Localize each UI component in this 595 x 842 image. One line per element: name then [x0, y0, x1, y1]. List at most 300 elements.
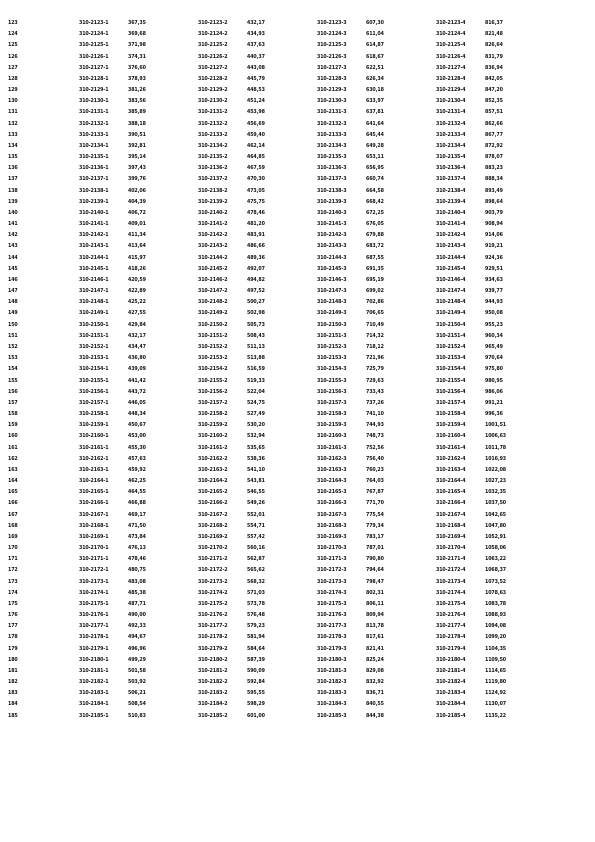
- table-row: [8, 253, 525, 264]
- table-row: [8, 420, 525, 431]
- price-1: 459,92: [128, 466, 146, 473]
- article-code-4: 310-2140-4: [436, 209, 466, 216]
- price-2: 513,88: [247, 355, 265, 362]
- price-1: 411,34: [128, 232, 146, 239]
- price-2: 489,36: [247, 254, 265, 261]
- table-row: [8, 521, 525, 532]
- article-code-1: 310-2178-1: [79, 634, 109, 641]
- price-3: 825,24: [366, 656, 384, 663]
- price-4: 872,92: [485, 142, 503, 149]
- row-number: 131: [8, 109, 18, 116]
- article-code-2: 310-2149-2: [198, 310, 228, 317]
- table-row: [8, 85, 525, 96]
- article-code-2: 310-2128-2: [198, 75, 228, 82]
- article-code-1: 310-2145-1: [79, 265, 109, 272]
- price-4: 975,80: [485, 366, 503, 373]
- price-2: 516,59: [247, 366, 265, 373]
- price-1: 415,97: [128, 254, 146, 261]
- article-code-3: 310-2172-3: [317, 567, 347, 574]
- price-3: 683,72: [366, 243, 384, 250]
- article-code-3: 310-2143-3: [317, 243, 347, 250]
- article-code-3: 310-2171-3: [317, 556, 347, 563]
- article-code-3: 310-2147-3: [317, 288, 347, 295]
- price-3: 840,55: [366, 701, 384, 708]
- price-4: 903,79: [485, 209, 503, 216]
- price-4: 893,49: [485, 187, 503, 194]
- article-code-2: 310-2152-2: [198, 343, 228, 350]
- price-1: 434,47: [128, 343, 146, 350]
- article-code-1: 310-2130-1: [79, 98, 109, 105]
- article-code-1: 310-2152-1: [79, 343, 109, 350]
- article-code-2: 310-2158-2: [198, 411, 228, 418]
- price-2: 565,62: [247, 567, 265, 574]
- price-2: 535,65: [247, 444, 265, 451]
- price-3: 676,05: [366, 221, 384, 228]
- price-1: 462,25: [128, 478, 146, 485]
- price-4: 944,93: [485, 299, 503, 306]
- price-2: 492,07: [247, 265, 265, 272]
- article-code-1: 310-2171-1: [79, 556, 109, 563]
- price-3: 767,87: [366, 489, 384, 496]
- row-number: 148: [8, 299, 18, 306]
- price-2: 541,10: [247, 466, 265, 473]
- article-code-3: 310-2123-3: [317, 20, 347, 26]
- price-3: 626,34: [366, 75, 384, 82]
- article-code-1: 310-2183-1: [79, 690, 109, 697]
- article-code-1: 310-2164-1: [79, 478, 109, 485]
- table-row: [8, 186, 525, 197]
- price-4: 955,23: [485, 321, 503, 328]
- table-row: [8, 621, 525, 632]
- article-code-3: 310-2179-3: [317, 645, 347, 652]
- article-code-2: 310-2184-2: [198, 701, 228, 708]
- price-2: 432,17: [247, 20, 265, 26]
- article-code-4: 310-2143-4: [436, 243, 466, 250]
- price-3: 630,18: [366, 87, 384, 94]
- article-code-3: 310-2132-3: [317, 120, 347, 127]
- price-2: 595,55: [247, 690, 265, 697]
- price-4: 1109,50: [485, 656, 507, 663]
- table-row: [8, 465, 525, 476]
- article-code-2: 310-2171-2: [198, 556, 228, 563]
- article-code-1: 310-2175-1: [79, 600, 109, 607]
- article-code-2: 310-2142-2: [198, 232, 228, 239]
- article-code-2: 310-2134-2: [198, 142, 228, 149]
- article-code-3: 310-2146-3: [317, 276, 347, 283]
- price-3: 695,19: [366, 276, 384, 283]
- article-code-1: 310-2147-1: [79, 288, 109, 295]
- article-code-2: 310-2145-2: [198, 265, 228, 272]
- table-row: [8, 666, 525, 677]
- table-row: [8, 454, 525, 465]
- price-3: 687,55: [366, 254, 384, 261]
- article-code-1: 310-2172-1: [79, 567, 109, 574]
- table-row: [8, 510, 525, 521]
- article-code-4: 310-2179-4: [436, 645, 466, 652]
- article-code-2: 310-2178-2: [198, 634, 228, 641]
- article-code-4: 310-2153-4: [436, 355, 466, 362]
- article-code-2: 310-2179-2: [198, 645, 228, 652]
- article-code-4: 310-2141-4: [436, 221, 466, 228]
- price-4: 939,77: [485, 288, 503, 295]
- article-code-3: 310-2155-3: [317, 377, 347, 384]
- price-4: 1016,93: [485, 455, 507, 462]
- price-2: 587,39: [247, 656, 265, 663]
- article-code-4: 310-2181-4: [436, 667, 466, 674]
- table-row: [8, 498, 525, 509]
- article-code-2: 310-2139-2: [198, 198, 228, 205]
- price-2: 579,23: [247, 623, 265, 630]
- price-4: 1083,78: [485, 600, 507, 607]
- row-number: 175: [8, 600, 18, 607]
- article-code-3: 310-2131-3: [317, 109, 347, 116]
- article-code-1: 310-2180-1: [79, 656, 109, 663]
- price-2: 557,42: [247, 533, 265, 540]
- article-code-3: 310-2180-3: [317, 656, 347, 663]
- price-1: 376,60: [128, 64, 146, 71]
- article-code-1: 310-2160-1: [79, 433, 109, 440]
- price-3: 718,12: [366, 343, 384, 350]
- price-1: 450,67: [128, 422, 146, 429]
- price-table: [8, 18, 525, 722]
- table-row: [8, 286, 525, 297]
- price-2: 451,24: [247, 98, 265, 105]
- article-code-4: 310-2126-4: [436, 53, 466, 60]
- table-row: [8, 219, 525, 230]
- price-3: 817,61: [366, 634, 384, 641]
- price-2: 573,78: [247, 600, 265, 607]
- article-code-3: 310-2152-3: [317, 343, 347, 350]
- article-code-4: 310-2130-4: [436, 98, 466, 105]
- article-code-1: 310-2154-1: [79, 366, 109, 373]
- article-code-3: 310-2134-3: [317, 142, 347, 149]
- price-3: 699,02: [366, 288, 384, 295]
- article-code-2: 310-2131-2: [198, 109, 228, 116]
- price-3: 794,64: [366, 567, 384, 574]
- article-code-1: 310-2177-1: [79, 623, 109, 630]
- table-row: [8, 331, 525, 342]
- price-1: 392,81: [128, 142, 146, 149]
- article-code-2: 310-2163-2: [198, 466, 228, 473]
- price-1: 369,68: [128, 31, 146, 38]
- price-1: 455,30: [128, 444, 146, 451]
- article-code-1: 310-2137-1: [79, 176, 109, 183]
- article-code-4: 310-2150-4: [436, 321, 466, 328]
- table-row: [8, 487, 525, 498]
- article-code-2: 310-2136-2: [198, 165, 228, 172]
- price-1: 371,98: [128, 42, 146, 49]
- article-code-3: 310-2124-3: [317, 31, 347, 38]
- row-number: 152: [8, 343, 18, 350]
- article-code-4: 310-2142-4: [436, 232, 466, 239]
- price-1: 432,17: [128, 332, 146, 339]
- price-3: 633,97: [366, 98, 384, 105]
- price-4: 1032,35: [485, 489, 507, 496]
- article-code-4: 310-2146-4: [436, 276, 466, 283]
- price-2: 524,75: [247, 399, 265, 406]
- article-code-3: 310-2141-3: [317, 221, 347, 228]
- article-code-4: 310-2127-4: [436, 64, 466, 71]
- table-row: [8, 208, 525, 219]
- article-code-1: 310-2155-1: [79, 377, 109, 384]
- article-code-3: 310-2129-3: [317, 87, 347, 94]
- price-1: 409,01: [128, 221, 146, 228]
- price-2: 522,04: [247, 388, 265, 395]
- price-4: 852,35: [485, 98, 503, 105]
- row-number: 143: [8, 243, 18, 250]
- table-row: [8, 174, 525, 185]
- price-3: 756,40: [366, 455, 384, 462]
- row-number: 140: [8, 209, 18, 216]
- table-row: [8, 197, 525, 208]
- article-code-4: 310-2129-4: [436, 87, 466, 94]
- article-code-1: 310-2179-1: [79, 645, 109, 652]
- price-2: 546,55: [247, 489, 265, 496]
- table-row: [8, 63, 525, 74]
- table-row: [8, 141, 525, 152]
- article-code-1: 310-2123-1: [79, 20, 109, 26]
- article-code-4: 310-2184-4: [436, 701, 466, 708]
- article-code-4: 310-2134-4: [436, 142, 466, 149]
- price-1: 378,93: [128, 75, 146, 82]
- price-3: 721,96: [366, 355, 384, 362]
- article-code-1: 310-2128-1: [79, 75, 109, 82]
- article-code-4: 310-2135-4: [436, 154, 466, 161]
- article-code-3: 310-2144-3: [317, 254, 347, 261]
- row-number: 155: [8, 377, 18, 384]
- price-2: 494,82: [247, 276, 265, 283]
- article-code-3: 310-2162-3: [317, 455, 347, 462]
- article-code-3: 310-2181-3: [317, 667, 347, 674]
- table-row: [8, 376, 525, 387]
- row-number: 128: [8, 75, 18, 82]
- price-4: 1011,78: [485, 444, 507, 451]
- article-code-2: 310-2175-2: [198, 600, 228, 607]
- price-1: 492,33: [128, 623, 146, 630]
- article-code-2: 310-2140-2: [198, 209, 228, 216]
- price-2: 592,84: [247, 679, 265, 686]
- article-code-4: 310-2174-4: [436, 589, 466, 596]
- price-2: 552,01: [247, 511, 265, 518]
- price-4: 1063,22: [485, 556, 507, 563]
- price-1: 388,18: [128, 120, 146, 127]
- table-row: [8, 308, 525, 319]
- article-code-2: 310-2125-2: [198, 42, 228, 49]
- price-2: 437,63: [247, 42, 265, 49]
- article-code-3: 310-2128-3: [317, 75, 347, 82]
- article-code-1: 310-2151-1: [79, 332, 109, 339]
- price-3: 764,03: [366, 478, 384, 485]
- article-code-2: 310-2168-2: [198, 522, 228, 529]
- article-code-4: 310-2124-4: [436, 31, 466, 38]
- price-4: 826,64: [485, 42, 503, 49]
- article-code-4: 310-2131-4: [436, 109, 466, 116]
- row-number: 137: [8, 176, 18, 183]
- article-code-2: 310-2161-2: [198, 444, 228, 451]
- article-code-1: 310-2148-1: [79, 299, 109, 306]
- row-number: 173: [8, 578, 18, 585]
- article-code-4: 310-2151-4: [436, 332, 466, 339]
- article-code-3: 310-2166-3: [317, 500, 347, 507]
- article-code-1: 310-2125-1: [79, 42, 109, 49]
- price-2: 462,14: [247, 142, 265, 149]
- table-row: [8, 532, 525, 543]
- price-4: 1001,51: [485, 422, 507, 429]
- table-row: [8, 40, 525, 51]
- table-row: [8, 688, 525, 699]
- row-number: 139: [8, 198, 18, 205]
- price-4: 914,06: [485, 232, 503, 239]
- article-code-3: 310-2142-3: [317, 232, 347, 239]
- row-number: 153: [8, 355, 18, 362]
- price-3: 614,87: [366, 42, 384, 49]
- price-4: 1037,50: [485, 500, 507, 507]
- table-row: [8, 74, 525, 85]
- article-code-1: 310-2127-1: [79, 64, 109, 71]
- price-1: 420,59: [128, 276, 146, 283]
- table-row: [8, 297, 525, 308]
- article-code-1: 310-2185-1: [79, 712, 109, 719]
- price-1: 402,06: [128, 187, 146, 194]
- article-code-3: 310-2163-3: [317, 466, 347, 473]
- price-2: 562,87: [247, 556, 265, 563]
- article-code-4: 310-2169-4: [436, 533, 466, 540]
- price-4: 908,94: [485, 221, 503, 228]
- price-1: 480,75: [128, 567, 146, 574]
- price-2: 497,52: [247, 288, 265, 295]
- article-code-1: 310-2174-1: [79, 589, 109, 596]
- price-2: 440,37: [247, 53, 265, 60]
- price-4: 1088,93: [485, 612, 507, 619]
- row-number: 129: [8, 87, 18, 94]
- article-code-2: 310-2153-2: [198, 355, 228, 362]
- article-code-2: 310-2174-2: [198, 589, 228, 596]
- table-row: [8, 699, 525, 710]
- price-1: 443,72: [128, 388, 146, 395]
- price-1: 422,89: [128, 288, 146, 295]
- row-number: 166: [8, 500, 18, 507]
- table-row: [8, 107, 525, 118]
- price-3: 618,67: [366, 53, 384, 60]
- row-number: 165: [8, 489, 18, 496]
- row-number: 142: [8, 232, 18, 239]
- table-row: [8, 644, 525, 655]
- table-row: [8, 577, 525, 588]
- article-code-4: 310-2182-4: [436, 679, 466, 686]
- price-4: 847,20: [485, 87, 503, 94]
- price-1: 466,88: [128, 500, 146, 507]
- price-1: 367,35: [128, 20, 146, 26]
- article-code-3: 310-2137-3: [317, 176, 347, 183]
- article-code-4: 310-2138-4: [436, 187, 466, 194]
- row-number: 133: [8, 131, 18, 138]
- article-code-4: 310-2137-4: [436, 176, 466, 183]
- row-number: 182: [8, 679, 18, 686]
- table-row: [8, 599, 525, 610]
- price-2: 519,33: [247, 377, 265, 384]
- price-1: 436,80: [128, 355, 146, 362]
- price-4: 970,64: [485, 355, 503, 362]
- article-code-2: 310-2167-2: [198, 511, 228, 518]
- article-code-3: 310-2149-3: [317, 310, 347, 317]
- table-row: [8, 230, 525, 241]
- price-3: 622,51: [366, 64, 384, 71]
- article-code-2: 310-2180-2: [198, 656, 228, 663]
- price-2: 560,16: [247, 545, 265, 552]
- table-row: [8, 353, 525, 364]
- price-3: 806,11: [366, 600, 384, 607]
- article-code-3: 310-2183-3: [317, 690, 347, 697]
- article-code-4: 310-2170-4: [436, 545, 466, 552]
- price-4: 1047,80: [485, 522, 507, 529]
- article-code-1: 310-2124-1: [79, 31, 109, 38]
- price-3: 691,35: [366, 265, 384, 272]
- article-code-1: 310-2149-1: [79, 310, 109, 317]
- price-1: 404,39: [128, 198, 146, 205]
- article-code-4: 310-2148-4: [436, 299, 466, 306]
- article-code-1: 310-2143-1: [79, 243, 109, 250]
- price-4: 924,36: [485, 254, 503, 261]
- price-2: 475,75: [247, 198, 265, 205]
- price-1: 490,00: [128, 612, 146, 619]
- row-number: 160: [8, 433, 18, 440]
- article-code-1: 310-2170-1: [79, 545, 109, 552]
- article-code-4: 310-2177-4: [436, 623, 466, 630]
- price-3: 741,10: [366, 411, 384, 418]
- article-code-4: 310-2152-4: [436, 343, 466, 350]
- article-code-4: 310-2185-4: [436, 712, 466, 719]
- row-number: 169: [8, 533, 18, 540]
- table-row: [8, 476, 525, 487]
- article-code-1: 310-2150-1: [79, 321, 109, 328]
- article-code-1: 310-2133-1: [79, 131, 109, 138]
- price-2: 445,79: [247, 75, 265, 82]
- price-1: 469,17: [128, 511, 146, 518]
- row-number: 168: [8, 522, 18, 529]
- article-code-1: 310-2136-1: [79, 165, 109, 172]
- row-number: 157: [8, 399, 18, 406]
- article-code-1: 310-2159-1: [79, 422, 109, 429]
- price-4: 965,49: [485, 343, 503, 350]
- price-3: 714,32: [366, 332, 384, 339]
- article-code-2: 310-2147-2: [198, 288, 228, 295]
- price-3: 829,08: [366, 667, 384, 674]
- price-2: 464,85: [247, 154, 265, 161]
- price-4: 919,21: [485, 243, 503, 250]
- price-2: 478,46: [247, 209, 265, 216]
- article-code-4: 310-2158-4: [436, 411, 466, 418]
- article-code-4: 310-2133-4: [436, 131, 466, 138]
- article-code-4: 310-2183-4: [436, 690, 466, 697]
- table-row: [8, 409, 525, 420]
- article-code-4: 310-2175-4: [436, 600, 466, 607]
- price-1: 471,50: [128, 522, 146, 529]
- price-4: 1078,63: [485, 589, 507, 596]
- article-code-1: 310-2146-1: [79, 276, 109, 283]
- article-code-1: 310-2144-1: [79, 254, 109, 261]
- price-4: 1052,91: [485, 533, 507, 540]
- price-3: 702,86: [366, 299, 384, 306]
- row-number: 179: [8, 645, 18, 652]
- price-3: 664,58: [366, 187, 384, 194]
- row-number: 138: [8, 187, 18, 194]
- row-number: 174: [8, 589, 18, 596]
- price-1: 485,38: [128, 589, 146, 596]
- price-1: 446,05: [128, 399, 146, 406]
- article-code-2: 310-2143-2: [198, 243, 228, 250]
- article-code-2: 310-2160-2: [198, 433, 228, 440]
- price-1: 397,43: [128, 165, 146, 172]
